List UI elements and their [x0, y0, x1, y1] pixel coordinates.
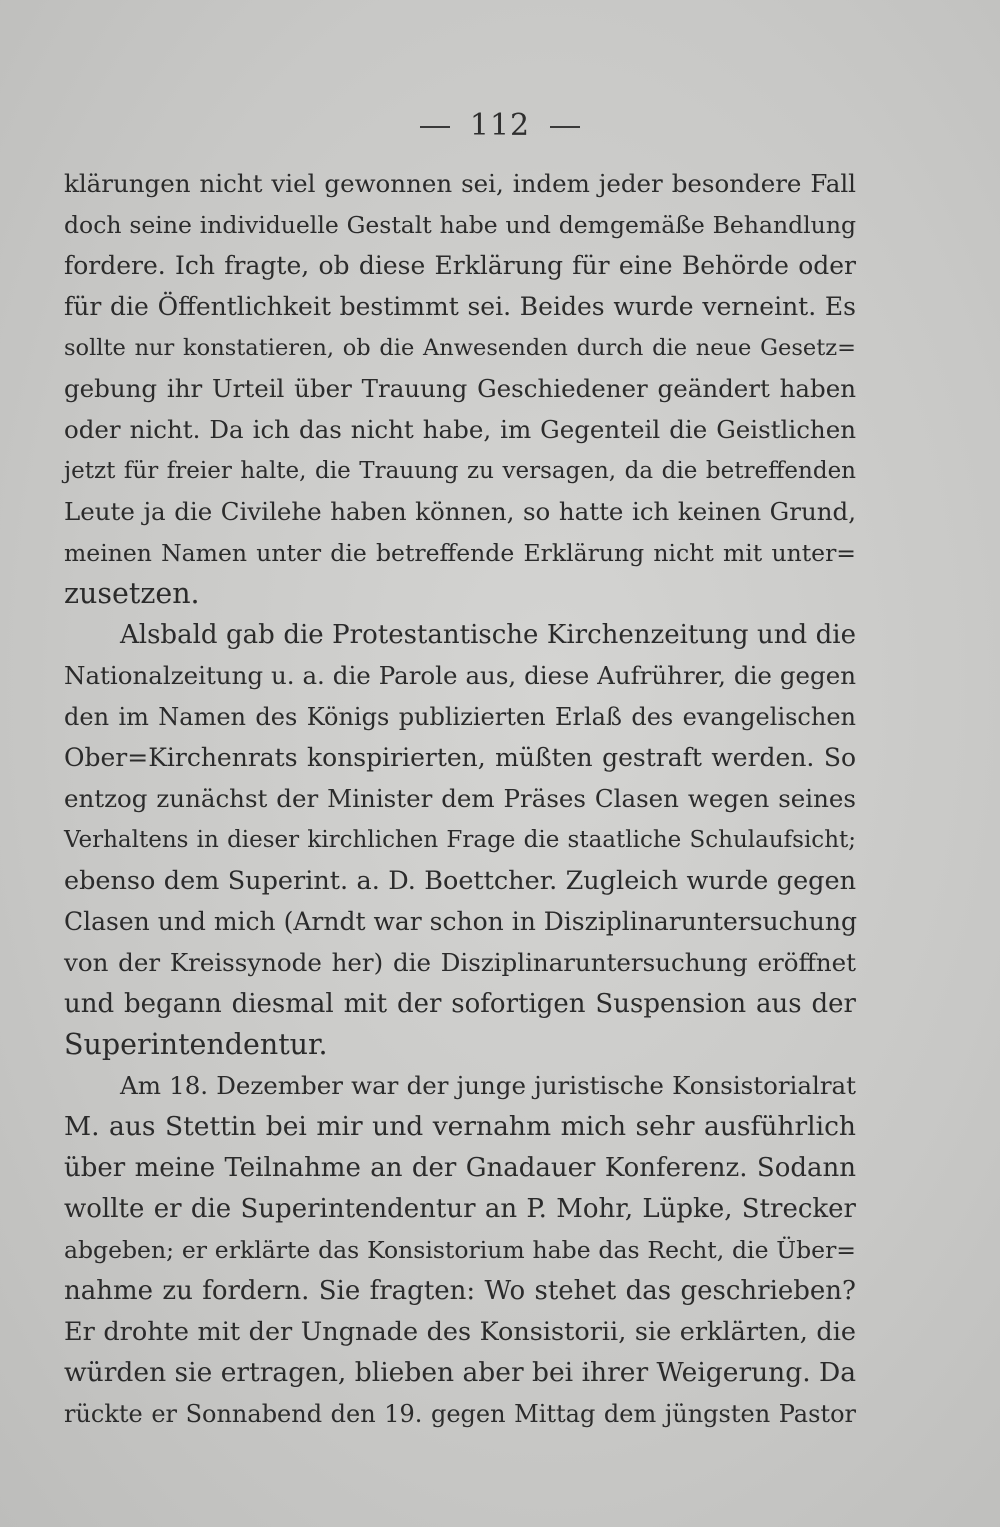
text-line: fordere. Ich fragte, ob diese Erklärung für eine Behörde oder	[64, 251, 856, 280]
text-line: für die Öffentlichkeit bestimmt sei. Beides wurde verneint. Es	[64, 292, 856, 321]
text-line: M. aus Stettin bei mir und vernahm mich sehr ausführlich	[64, 1111, 856, 1142]
text-line: meinen Namen unter die betreffende Erklärung nicht mit unter=	[64, 539, 856, 567]
text-line: abgeben; er erklärte das Konsistorium habe das Recht, die Über=	[64, 1236, 856, 1264]
text-line: zusetzen.	[64, 577, 200, 610]
text-line: Ober=Kirchenrats konspirierten, müßten gestraft werden. So	[64, 743, 856, 772]
text-line: Superintendentur.	[64, 1028, 328, 1061]
text-line: über meine Teilnahme an der Gnadauer Konferenz. Sodann	[64, 1153, 856, 1183]
text-line: sollte nur konstatieren, ob die Anwesenden durch die neue Gesetz=	[64, 335, 856, 361]
text-line: nahme zu fordern. Sie fragten: Wo stehet das geschrieben?	[64, 1276, 856, 1306]
text-line: Alsbald gab die Protestantische Kirchenzeitung und die	[120, 620, 856, 650]
text-line: den im Namen des Königs publizierten Erlaß des evangelischen	[64, 703, 856, 731]
header-dash-right	[550, 126, 580, 128]
text-line: und begann diesmal mit der sofortigen Suspension aus der	[64, 989, 856, 1019]
text-line: wollte er die Superintendentur an P. Mohr, Lüpke, Strecker	[64, 1194, 856, 1224]
page-number: 112	[469, 108, 531, 143]
page-header	[0, 108, 1000, 143]
text-line: gebung ihr Urteil über Trauung Geschiedener geändert haben	[64, 374, 856, 403]
text-line: Am 18. Dezember war der junge juristische Konsistorialrat	[120, 1071, 856, 1100]
text-line: rückte er Sonnabend den 19. gegen Mittag dem jüngsten Pastor	[64, 1400, 856, 1428]
text-line: Nationalzeitung u. a. die Parole aus, diese Aufrührer, die gegen	[64, 661, 856, 690]
text-line: Er drohte mit der Ungnade des Konsistorii, sie erklärten, die	[64, 1317, 856, 1347]
text-line: klärungen nicht viel gewonnen sei, indem jeder besondere Fall	[64, 169, 856, 198]
text-line: würden sie ertragen, blieben aber bei ihrer Weigerung. Da	[64, 1357, 857, 1388]
text-line: Leute ja die Civilehe haben können, so hatte ich keinen Grund,	[64, 497, 856, 526]
text-line: von der Kreissynode her) die Disziplinaruntersuchung eröffnet	[64, 948, 856, 977]
text-line: entzog zunächst der Minister dem Präses Clasen wegen seines	[64, 784, 856, 813]
text-line: Verhaltens in dieser kirchlichen Frage die staatliche Schulaufsicht;	[64, 827, 856, 853]
header-dash-left	[420, 126, 450, 128]
text-line: doch seine individuelle Gestalt habe und demgemäße Behandlung	[64, 211, 856, 239]
text-line: oder nicht. Da ich das nicht habe, im Gegenteil die Geistlichen	[64, 415, 856, 444]
text-line: Clasen und mich (Arndt war schon in Disziplinaruntersuchung	[64, 907, 857, 936]
text-line: ebenso dem Superint. a. D. Boettcher. Zugleich wurde gegen	[64, 866, 856, 896]
text-line: jetzt für freier halte, die Trauung zu versagen, da die betreffenden	[64, 458, 856, 484]
